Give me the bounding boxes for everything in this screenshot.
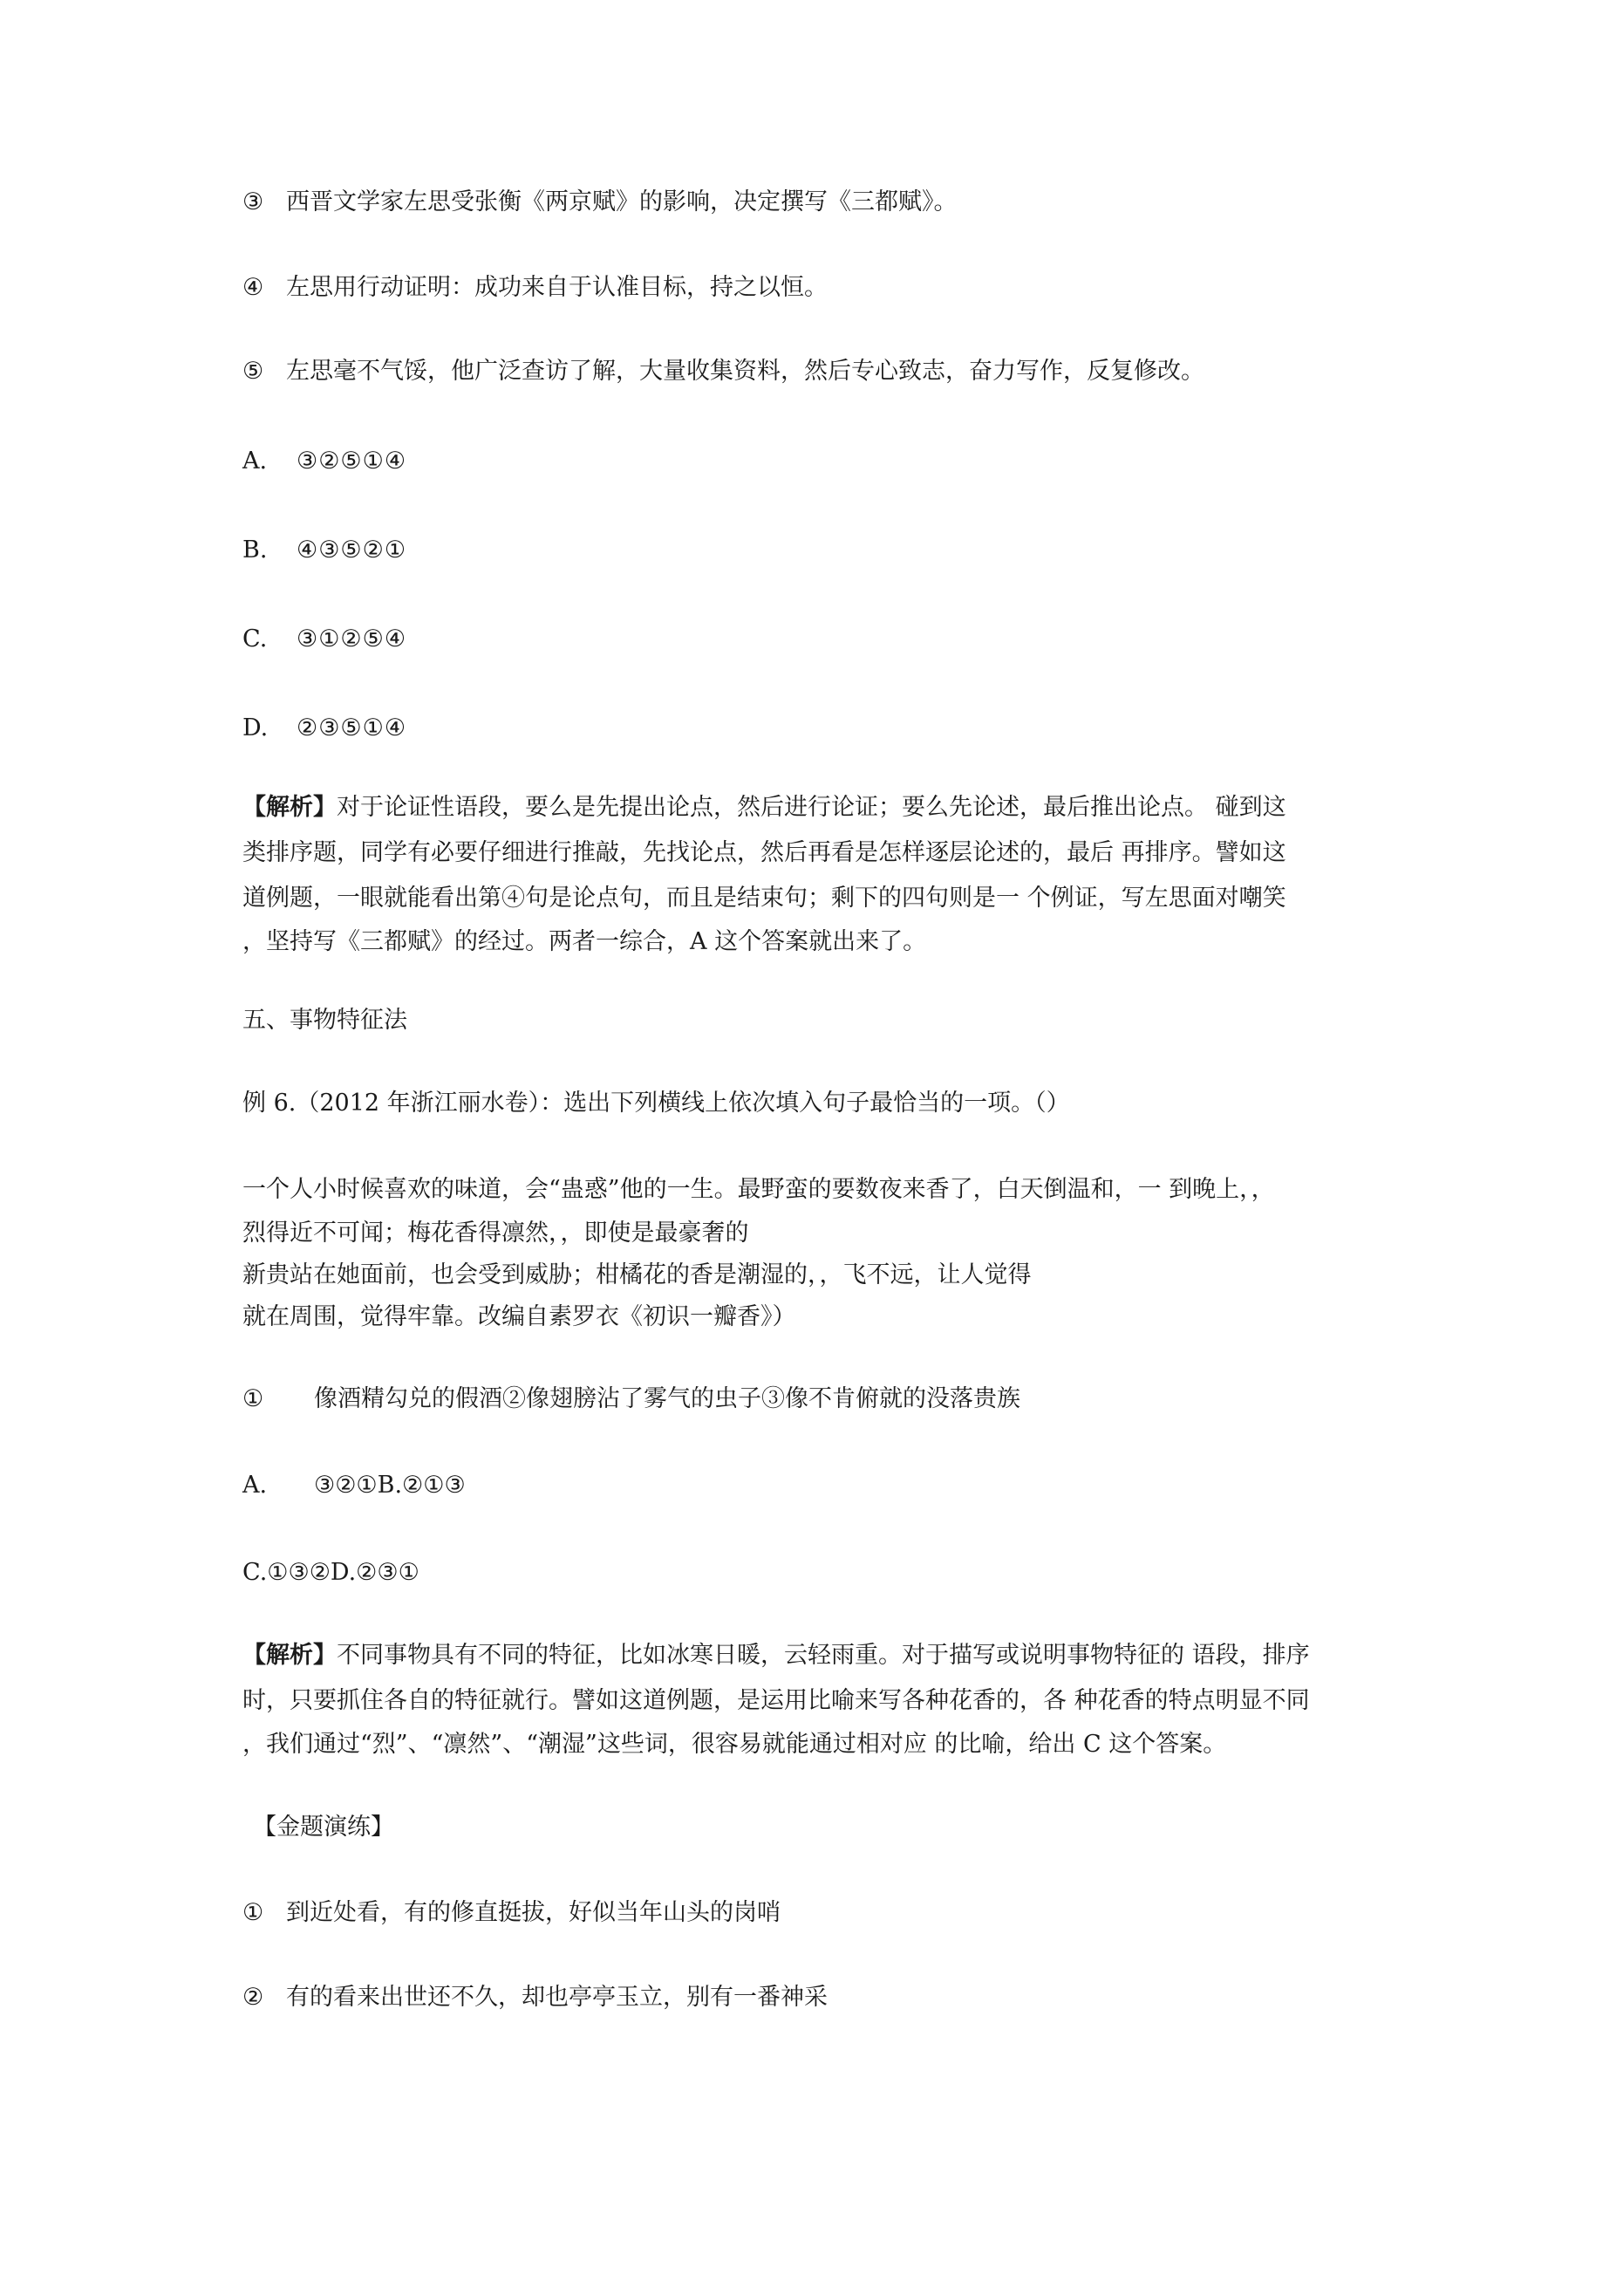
option-value: ③②①B.②①③ <box>314 1472 466 1499</box>
item-marker: ④ <box>242 274 264 301</box>
list-item-3 <box>242 187 958 218</box>
option-cd: C.①③②D.②③① <box>242 1559 419 1586</box>
passage-line-1: 一个人小时候喜欢的味道，会“蛊惑”他的一生。最野蛮的要数夜来香了，白天倒温和，一 到晚上，， <box>242 1176 1275 1203</box>
list-item-4 <box>242 272 828 304</box>
option-letter: D. <box>242 714 269 741</box>
option-ab <box>242 1470 466 1501</box>
option-c <box>242 624 406 655</box>
practice-item-1 <box>242 1897 781 1929</box>
analysis-1-line-4: ，坚持写《三都赋》的经过。两者一综合，A 这个答案就出来了。 <box>242 928 927 955</box>
option-value: ②③⑤①④ <box>297 714 407 741</box>
analysis-2-line-3: ，我们通过“烈”、“凛然”、“潮湿”这些词，很容易就能通过相对应 的比喻，给出 C 这个答案。 <box>242 1731 1227 1758</box>
option-a <box>242 446 406 477</box>
choices-text: 像酒精勾兑的假酒②像翅膀沾了雾气的虫子③像不肯俯就的没落贵族 <box>314 1385 1020 1412</box>
item-text: 左思毫不气馁，他广泛查访了解，大量收集资料，然后专心致志，奋力写作，反复修改。 <box>286 358 1204 385</box>
passage-line-4: 就在周围，觉得牢靠。改编自素罗衣《初识一瓣香》） <box>242 1303 796 1330</box>
option-value: ③①②⑤④ <box>297 625 407 653</box>
item-text: 西晋文学家左思受张衡《两京赋》的影响，决定撰写《三都赋》。 <box>286 188 958 215</box>
analysis-tag: 【解析】 <box>242 1642 337 1669</box>
item-text: 有的看来出世还不久，却也亭亭玉立，别有一番神采 <box>286 1984 828 2011</box>
item-marker: ② <box>242 1984 264 2011</box>
item-marker: ① <box>242 1385 264 1412</box>
choices-line <box>242 1384 1020 1415</box>
analysis-text: 不同事物具有不同的特征，比如冰寒日暖，云轻雨重。对于描写或说明事物特征的 语段，排序 <box>337 1642 1310 1669</box>
example-heading: 例 6.（2012 年浙江丽水卷）：选出下列横线上依次填入句子最恰当的一项。（） <box>242 1090 1070 1117</box>
analysis-2-line-1 <box>242 1640 1310 1671</box>
option-d <box>242 713 406 744</box>
analysis-1-line-1 <box>242 792 1286 823</box>
item-marker: ① <box>242 1899 264 1926</box>
option-value: ④③⑤②① <box>297 536 407 564</box>
analysis-tag: 【解析】 <box>242 794 337 821</box>
option-letter: B. <box>242 536 268 564</box>
analysis-2-line-2: 时，只要抓住各自的特征就行。譬如这道例题，是运用比喻来写各种花香的，各 种花香的特点明显不同 <box>242 1687 1310 1714</box>
option-letter: A. <box>242 1472 268 1499</box>
analysis-text: 对于论证性语段，要么是先提出论点，然后进行论证；要么先论述，最后推出论点。 碰到这 <box>337 794 1286 821</box>
option-letter: A. <box>242 448 268 475</box>
option-letter: C. <box>242 625 268 653</box>
item-text: 到近处看，有的修直挺拔，好似当年山头的岗哨 <box>286 1899 781 1926</box>
item-marker: ③ <box>242 188 264 215</box>
item-text: 左思用行动证明：成功来自于认准目标，持之以恒。 <box>286 274 828 301</box>
section-heading: 五、事物特征法 <box>242 1007 407 1034</box>
passage-line-2: 烈得近不可闻；梅花香得凛然，，即使是最豪奢的 <box>242 1220 749 1247</box>
item-marker: ⑤ <box>242 358 264 385</box>
passage-line-3: 新贵站在她面前，也会受到威胁；柑橘花的香是潮湿的，，飞不远，让人觉得 <box>242 1261 1032 1288</box>
option-b <box>242 535 406 566</box>
practice-heading: 【金题演练】 <box>253 1814 394 1841</box>
analysis-1-line-2: 类排序题，同学有必要仔细进行推敲，先找论点，然后再看是怎样逐层论述的，最后 再排序。譬如这 <box>242 839 1286 866</box>
list-item-5 <box>242 356 1204 387</box>
analysis-1-line-3: 道例题，一眼就能看出第④句是论点句，而且是结束句；剩下的四句则是一 个例证，写左思面对嘲笑 <box>242 885 1286 912</box>
option-value: ③②⑤①④ <box>297 448 407 475</box>
practice-item-2 <box>242 1982 828 2013</box>
